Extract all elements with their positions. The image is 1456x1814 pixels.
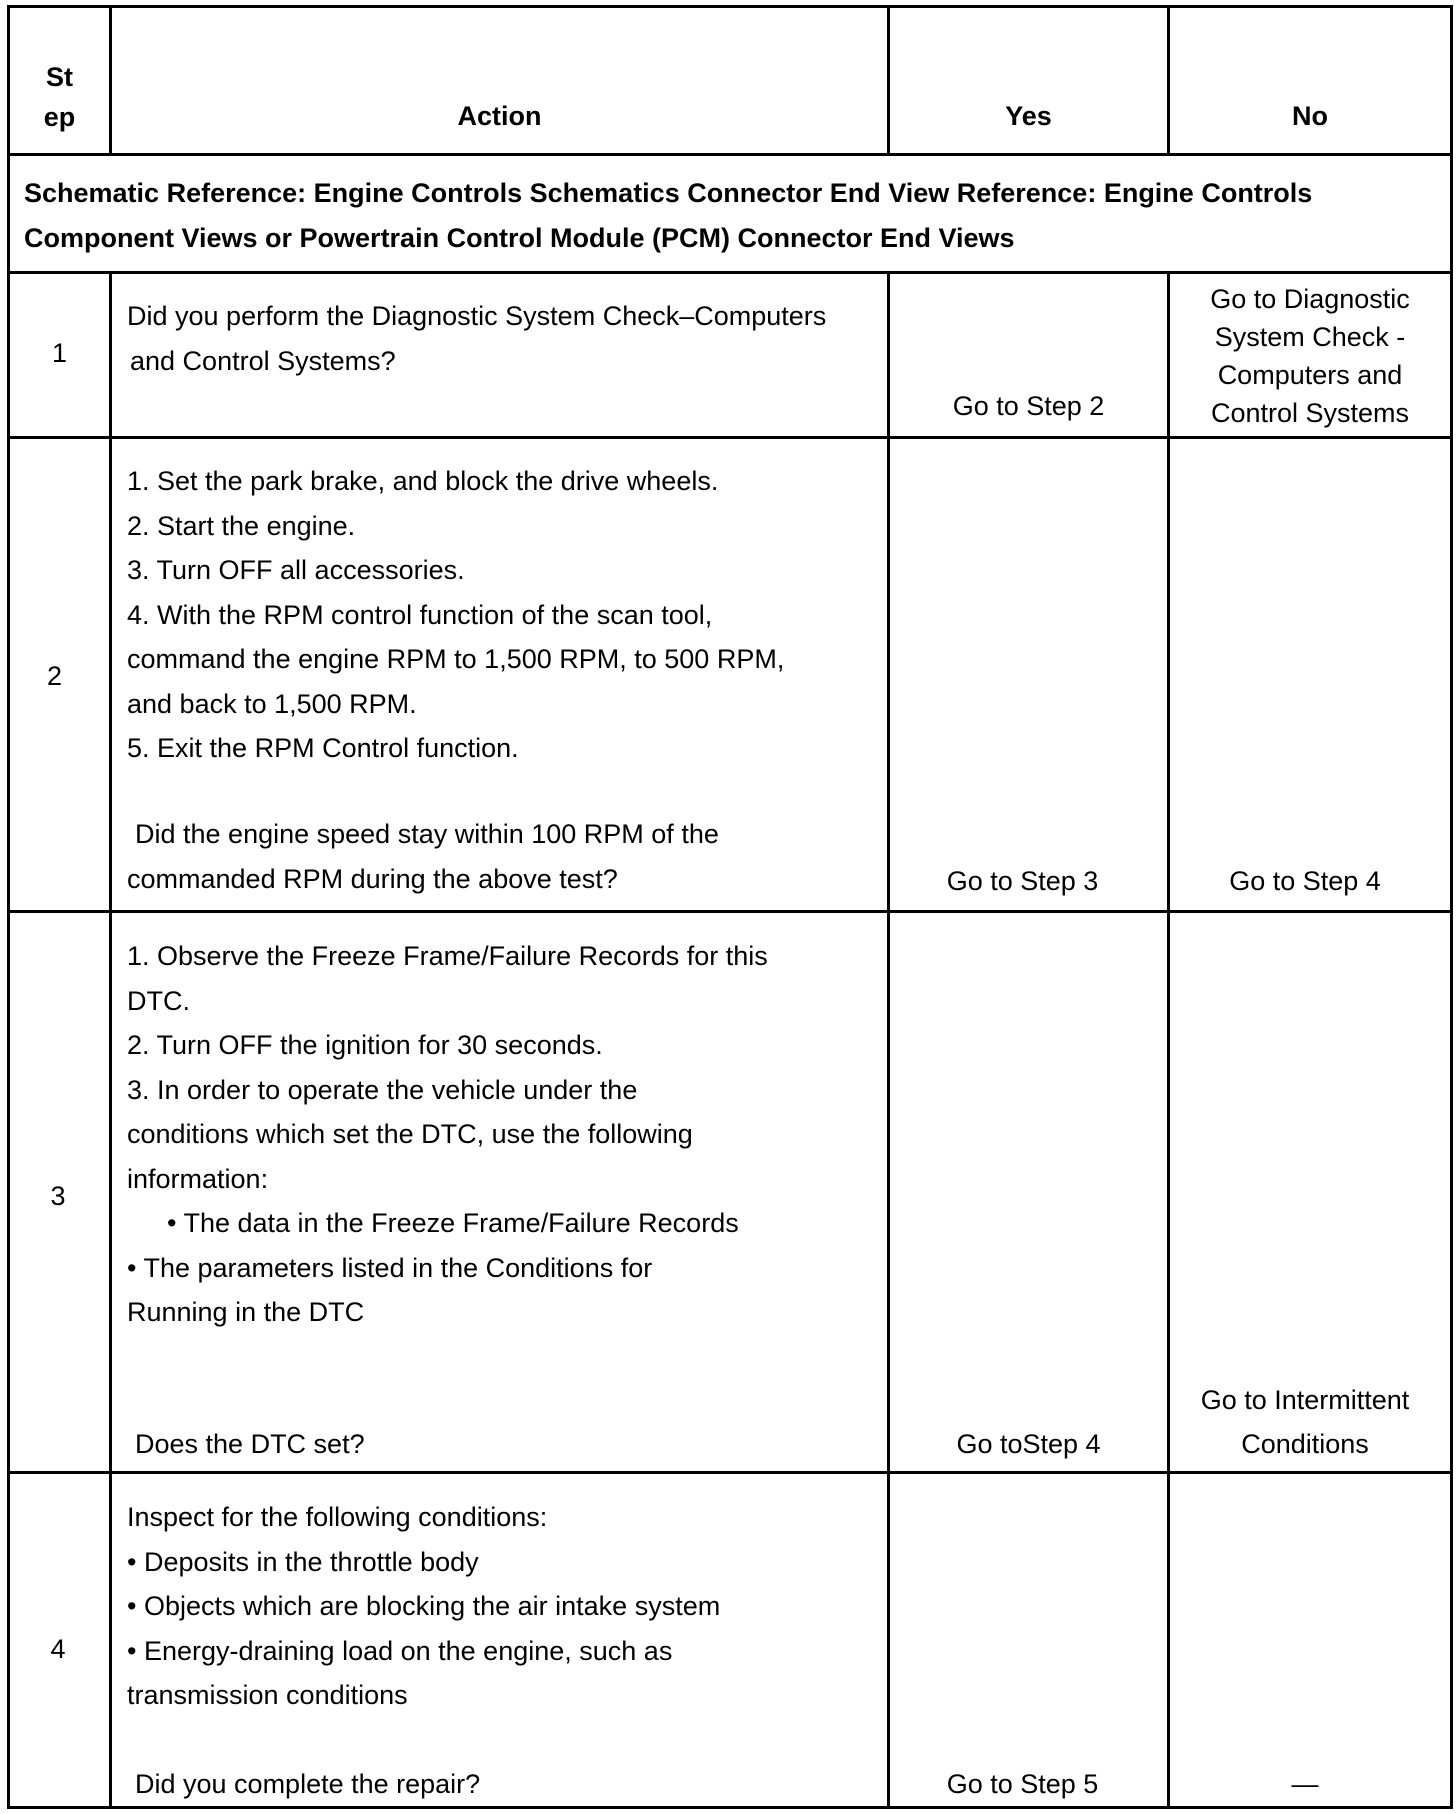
header-step [10, 57, 109, 137]
row-divider [7, 271, 1453, 274]
reference-line: Schematic Reference: Engine Controls Schematics Connector End View Reference: Engine Controls [24, 178, 1313, 208]
row-divider [7, 153, 1453, 156]
column-divider-step [109, 272, 112, 1809]
action-line: 2. Start the engine. [127, 510, 356, 541]
step-number: 1 [51, 338, 68, 368]
row-divider [7, 910, 1453, 913]
action-line: transmission conditions [127, 1680, 408, 1710]
action-line: • Deposits in the throttle body [127, 1546, 479, 1577]
action-line: • The data in the Freeze Frame/Failure Records [167, 1208, 739, 1238]
table-border-right [1450, 5, 1453, 1809]
action-text [127, 294, 877, 383]
step-number: 3 [50, 1181, 66, 1211]
no-line: Control Systems [1210, 398, 1410, 428]
no-line: Computers and [1217, 360, 1403, 390]
no-line: Conditions [1241, 1429, 1369, 1459]
schematic-reference [24, 171, 1444, 261]
action-line: information: [127, 1163, 269, 1194]
header-step-line1: St [46, 62, 73, 92]
row-divider [7, 436, 1453, 439]
action-line: conditions which set the DTC, use the following [127, 1119, 693, 1149]
no-line: System Check - [1214, 322, 1406, 352]
action-line: DTC. [127, 985, 190, 1016]
question-text: Does the DTC set? [135, 1429, 365, 1459]
header-action: Action [457, 101, 542, 131]
column-divider-yes [1167, 5, 1170, 155]
action-line: and Control Systems? [130, 345, 396, 376]
action-line: 1. Set the park brake, and block the drive wheels. [127, 466, 719, 496]
action-text [127, 934, 877, 1335]
action-line: • The parameters listed in the Conditions for [127, 1252, 653, 1283]
question-text [127, 812, 877, 901]
yes-result: Go toStep 4 [956, 1429, 1101, 1459]
no-line: Go to Diagnostic [1210, 284, 1410, 314]
no-result: Go to Step 4 [1229, 866, 1381, 896]
row-divider [7, 1471, 1453, 1474]
header-no: No [1292, 101, 1328, 131]
question-line: Did the engine speed stay within 100 RPM of the [135, 819, 719, 849]
action-line: • Objects which are blocking the air intake system [127, 1591, 721, 1621]
yes-result: Go to Step 3 [946, 866, 1099, 896]
action-line: 5. Exit the RPM Control function. [127, 733, 519, 763]
action-line: and back to 1,500 RPM. [127, 688, 417, 719]
action-line: Inspect for the following conditions: [127, 1502, 548, 1532]
action-line: Did you perform the Diagnostic System Check–Computers [127, 301, 827, 331]
step-number: 4 [50, 1634, 66, 1664]
column-divider-action [887, 5, 890, 155]
question-text: Did you complete the repair? [135, 1769, 481, 1799]
reference-line: Component Views or Powertrain Control Module (PCM) Connector End Views [24, 223, 1015, 253]
no-line: Go to Intermittent [1200, 1385, 1410, 1415]
table-border-top [7, 5, 1453, 8]
action-line: 4. With the RPM control function of the scan tool, [127, 599, 713, 630]
no-result [1170, 280, 1450, 432]
no-result: — [1291, 1769, 1319, 1799]
action-line: 3. In order to operate the vehicle under the [127, 1074, 638, 1105]
action-line: Running in the DTC [127, 1297, 365, 1327]
action-line: 2. Turn OFF the ignition for 30 seconds. [127, 1030, 603, 1060]
action-line: • Energy-draining load on the engine, such as [127, 1635, 673, 1666]
action-line: 1. Observe the Freeze Frame/Failure Records for this [127, 941, 768, 971]
action-line: 3. Turn OFF all accessories. [127, 555, 465, 585]
question-line: commanded RPM during the above test? [127, 863, 618, 894]
header-step-line2: ep [43, 102, 76, 132]
diagnostic-table [7, 5, 1453, 1809]
step-number: 2 [46, 661, 63, 691]
no-result [1170, 1378, 1440, 1466]
action-text [127, 1495, 877, 1718]
column-divider-step [109, 5, 112, 155]
action-line: command the engine RPM to 1,500 RPM, to 500 RPM, [127, 644, 785, 674]
yes-result: Go to Step 5 [946, 1769, 1099, 1799]
table-border-left [7, 5, 10, 1809]
header-yes: Yes [1005, 101, 1052, 131]
yes-result: Go to Step 2 [952, 391, 1105, 421]
column-divider-action [887, 272, 890, 1809]
action-text [127, 459, 877, 771]
column-divider-yes [1167, 272, 1170, 1809]
